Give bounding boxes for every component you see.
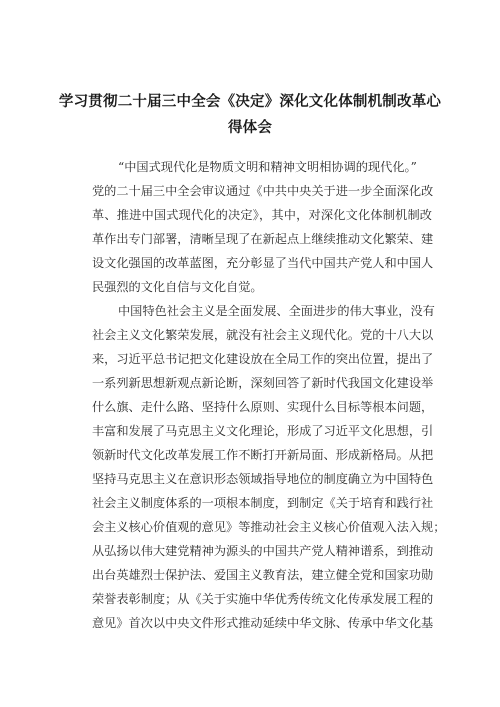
paragraph-2-line: 坚持马克思主义在意识形态领域指导地位的制度确立为中国特色	[92, 472, 434, 486]
paragraph-1-line: “中国式现代化是物质文明和精神文明相协调的现代化。”	[118, 160, 417, 174]
paragraph-2-line: 意见》首次以中央文件形式推动延续中华文脉、传承中华文化基	[92, 616, 434, 630]
paragraph-2-line: 会主义核心价值观的意见》等推动社会主义核心价值观入法入规；	[92, 520, 446, 534]
paragraph-2-line: 荣誉表彰制度；从《关于实施中华优秀传统文化传承发展工程的	[92, 592, 434, 606]
paragraph-2-line: 丰富和发展了马克思主义文化理论，形成了习近平文化思想，引	[92, 424, 434, 438]
paragraph-1-line: 民强烈的文化自信与文化自觉。	[92, 280, 263, 294]
paragraph-2-line: 中国特色社会主义是全面发展、全面进步的伟大事业，没有	[118, 304, 435, 318]
paragraph-2-line: 领新时代文化改革发展工作不断打开新局面、形成新格局。从把	[92, 448, 434, 462]
paragraph-2-line: 一系列新思想新观点新论断，深刻回答了新时代我国文化建设举	[92, 376, 434, 390]
paragraph-1-line: 革、推进中国式现代化的决定》，其中，对深化文化体制机制改	[92, 208, 432, 222]
paragraph-2-line: 社会主义制度体系的一项根本制度，到制定《关于培育和践行社	[92, 496, 434, 510]
paragraph-1-line: 党的二十届三中全会审议通过《中共中央关于进一步全面深化改	[92, 184, 434, 198]
paragraph-2-line: 从弘扬以伟大建党精神为源头的中国共产党人精神谱系，到推动	[92, 544, 434, 558]
paragraph-2-line: 来，习近平总书记把文化建设放在全局工作的突出位置，提出了	[92, 352, 434, 366]
paragraph-1-line: 设文化强国的改革蓝图，充分彰显了当代中国共产党人和中国人	[92, 256, 434, 270]
paragraph-2-line: 什么旗、走什么路、坚持什么原则、实现什么目标等根本问题，	[92, 400, 434, 414]
document-title-line-1: 学习贯彻二十届三中全会《决定》深化文化体制机制改革心	[58, 94, 442, 110]
paragraph-2-line: 出台英雄烈士保护法、爱国主义教育法，建立健全党和国家功勋	[92, 568, 434, 582]
paragraph-2-line: 社会主义文化繁荣发展，就没有社会主义现代化。党的十八大以	[92, 328, 434, 342]
document-title-line-2: 得体会	[227, 120, 273, 136]
paragraph-1-line: 革作出专门部署，清晰呈现了在新起点上继续推动文化繁荣、建	[92, 232, 434, 246]
